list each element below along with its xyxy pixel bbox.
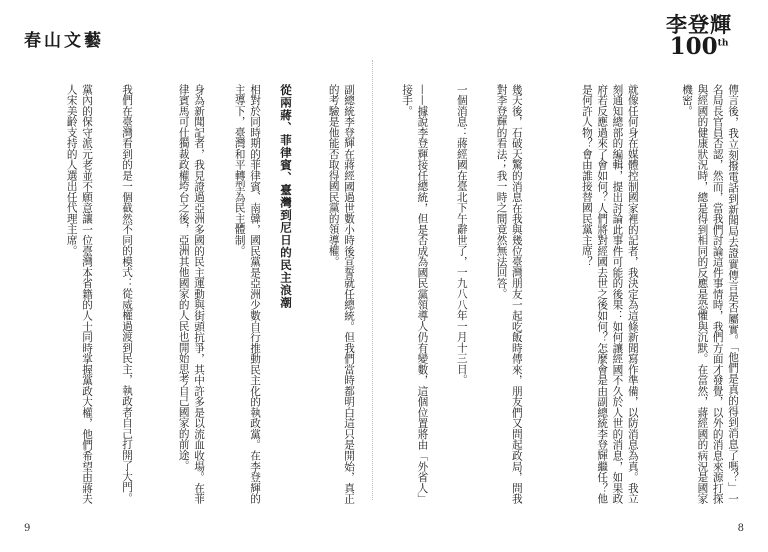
logo	[666, 14, 732, 58]
left-body-2: 身為新聞記者，我見證過亞洲多國的民主運動與街頭抗爭，其中許多是以流血收場。在菲律賓馬可仕獨裁政權垮台之後，亞洲其他國家的人民也開始思考自己國家的前途。	[177, 84, 205, 504]
page-header-title: 春山文藝	[24, 31, 104, 51]
right-paragraph-3: 幾天後，石破天驚的消息在我與幾位臺灣朋友一起吃飯時傳來，朋友們又問起政局，問我對李登輝的看法；我一時之間竟然無法回答。	[495, 84, 523, 504]
page-spine-divider	[372, 60, 373, 500]
section-heading: 從兩蔣、菲律賓、臺灣到尼日的民主浪潮	[279, 84, 293, 309]
right-paragraph-4: 一個消息：蔣經國在臺北下午辭世了，一九八八年一月十三日。	[455, 84, 468, 385]
right-paragraph-5: ——據說李登輝接任總統，但是否成為國民黨領導人仍有變數，這個位置將由「外省人」接手。	[401, 84, 429, 504]
page-number-left: 9	[24, 523, 31, 534]
left-body-3: 我們在臺灣看到的是一個截然不同的模式：從威權過渡到民主，執政者自己打開了大門。	[121, 84, 133, 504]
left-page-body	[20, 84, 356, 504]
right-paragraph-2: 就像任何身在媒體控制國家裡的記者，我決定為這條新聞寫作準備，以防消息為真。我立刻通知總部的編輯，提出討論此事件可能的後果：如何讓經國不久於人世的消息，如果政府若反應過來了會如何？人們將對經國去世之後如何？怎麼會是由副總統李登輝繼任？他是何許人物？會由誰接替國民黨主席？	[580, 84, 639, 504]
page-number-right: 8	[737, 523, 744, 534]
left-paragraph-1: 副總統李登輝在蔣經國過世數小時後宣誓就任總統。但我們當時都明白這只是開始，真正的考驗是他能否取得國民黨的領導權。	[327, 84, 355, 504]
left-paragraph-2: 黨內的保守派元老並不願意讓一位臺灣本省籍的人士同時掌握黨政大權，他們希望由蔣夫人宋美齡支持的人選出任代理主席。	[65, 84, 93, 504]
left-body-1: 相對於同時期的菲律賓、南韓，國民黨是亞洲少數自行推動民主化的執政黨。在李登輝的主導下，臺灣和平轉型為民主體制。	[233, 84, 261, 504]
logo-name: 李登輝	[666, 12, 732, 37]
right-paragraph-1: 傳言後，我立刻撥電話到新聞局去證實傳言是否屬實。「他們是真的得到消息了嗎？」一名局長官員否認，然而，當我們討論這件事情時，我們方面才發覺，以外的消息來源打探與經國的健康狀況時，總是得到相同的反應是恐懼與沉默。在當然，蔣經國的病況是國家機密。	[681, 84, 739, 504]
right-page-body	[400, 84, 740, 504]
logo-number: 100th	[669, 33, 729, 60]
